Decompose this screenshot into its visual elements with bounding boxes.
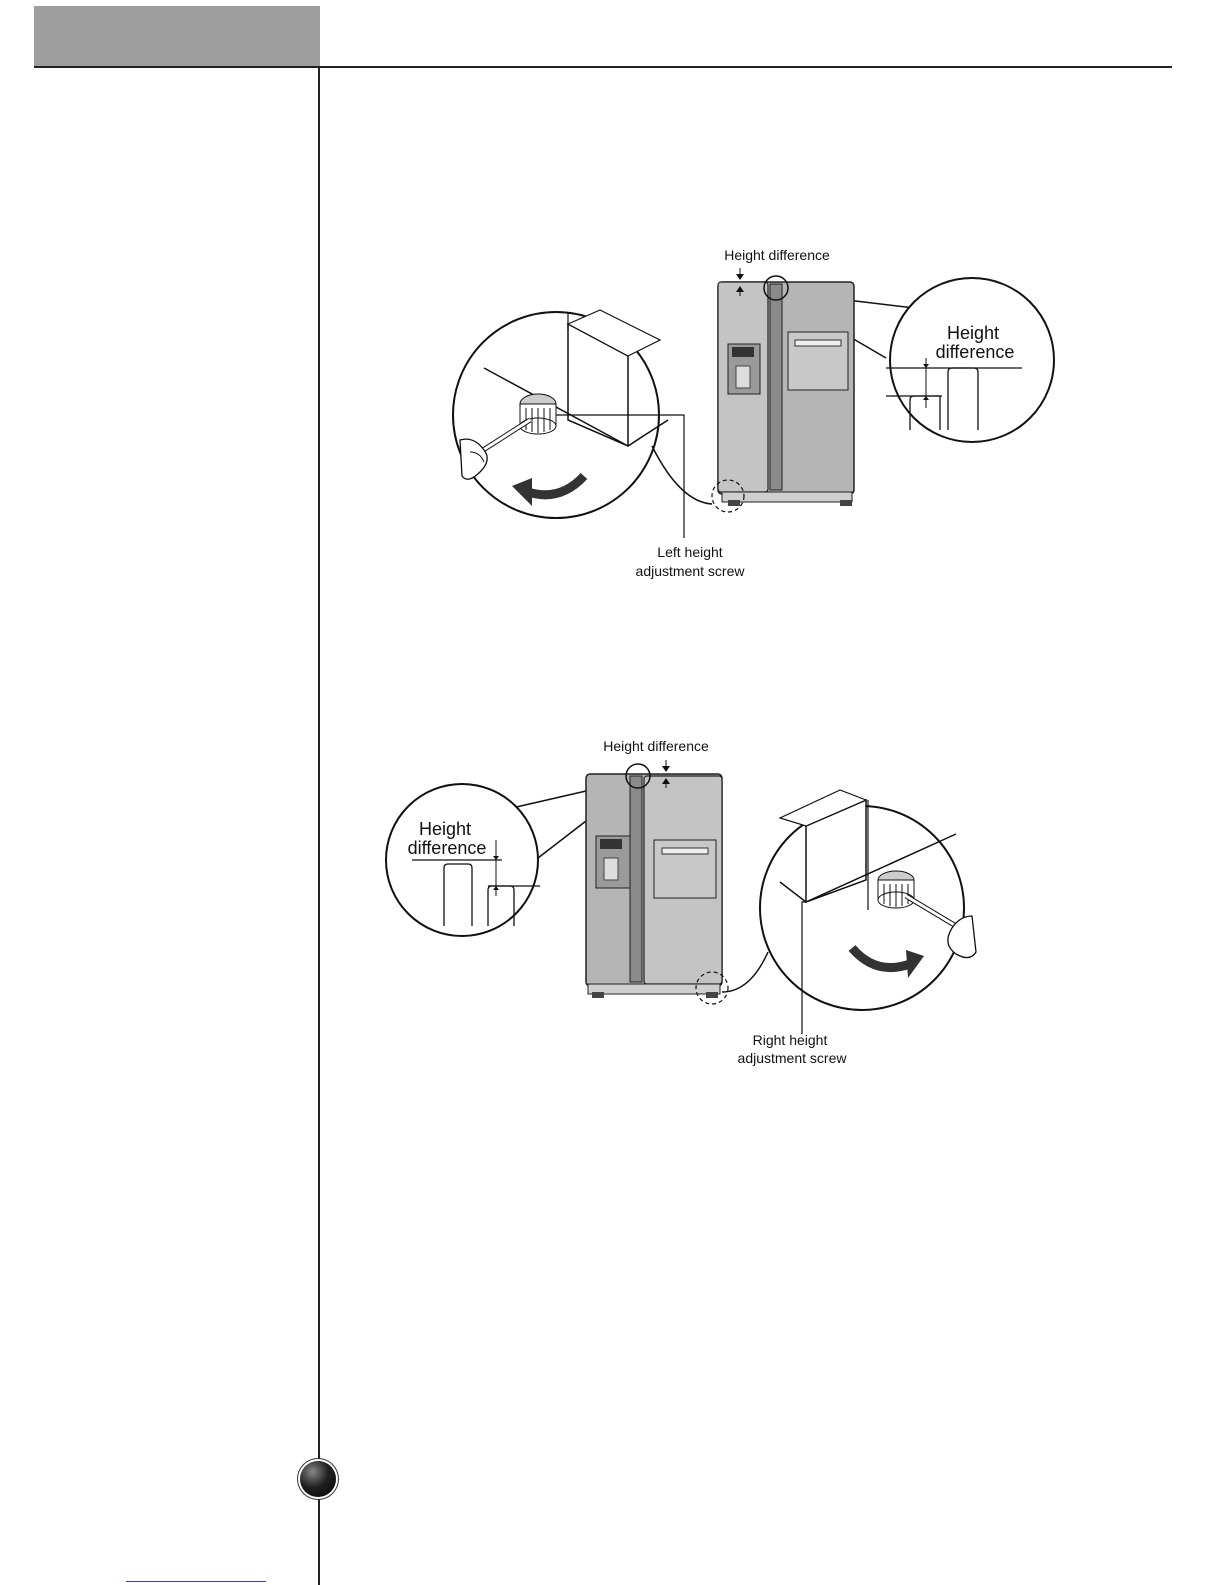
fig1-callout-label-line2: difference [935,342,1015,362]
fig2-screw-label-line2: adjustment screw [737,1050,847,1066]
fig1-screw-label-line1: Left height [657,544,723,560]
section-header-tab [34,6,320,66]
refrigerator-icon [586,774,722,998]
footer-link-underline [126,1581,266,1582]
figure-right-illustration [376,730,996,1080]
figure-right-adjustment [376,730,996,1080]
figure-left-illustration [440,240,1080,590]
header-rule [34,66,1172,68]
fig1-screw-label-line2: adjustment screw [635,563,745,579]
figure-left-adjustment [440,240,1080,590]
fig2-screw-label-line1: Right height [752,1032,828,1048]
fig2-top-height-label: Height difference [603,738,709,754]
fig1-callout-label-line1: Height [946,323,1000,343]
page-number-bullet-icon [300,1461,336,1497]
fig2-callout-label-line1: Height [418,819,472,839]
fig1-top-height-label: Height difference [724,247,830,263]
margin-rule [318,66,320,1585]
refrigerator-icon [718,282,854,506]
fig2-callout-label-line2: difference [407,838,487,858]
